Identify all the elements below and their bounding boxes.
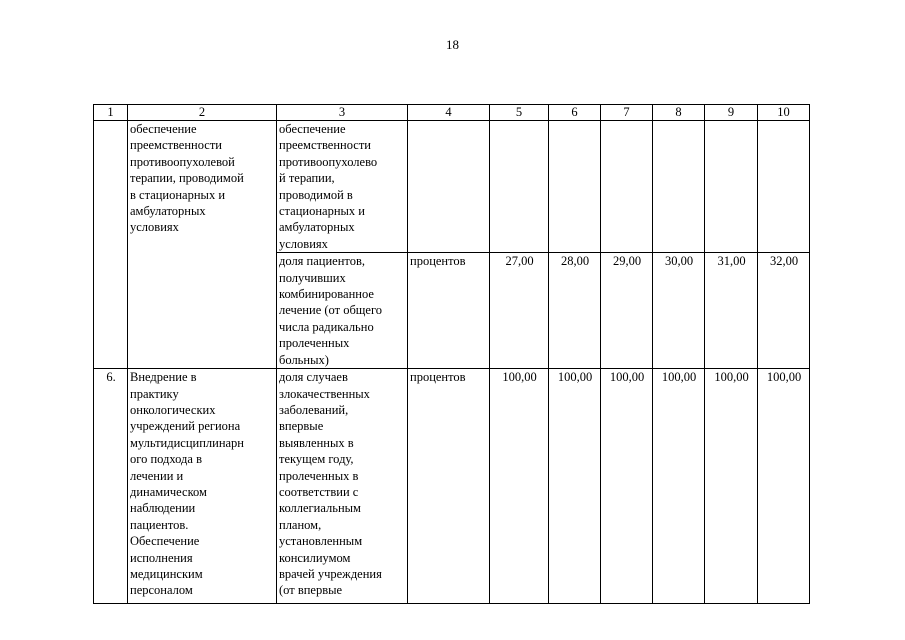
column-header: 1 [94, 105, 128, 121]
value-cell: 30,00 [653, 253, 705, 369]
value-cell: 100,00 [653, 369, 705, 604]
value-cell: 32,00 [758, 253, 810, 369]
value-cell [653, 121, 705, 253]
unit-cell: процентов [408, 369, 490, 604]
indicator-cell: обеспечение преемственности противоопухолево й терапии, проводимой в стационарных и амбулаторных условиях [277, 121, 408, 253]
row-number [94, 121, 128, 369]
indicator-cell: доля случаев злокачественных заболеваний, впервые выявленных в текущем году, пролеченных в соответствии с коллегиальным планом, установленным консилиумом врачей учреждения (от впервые [277, 369, 408, 604]
value-cell: 29,00 [601, 253, 653, 369]
column-header: 5 [490, 105, 549, 121]
activity-cell: обеспечение преемственности противоопухолевой терапии, проводимой в стационарных и амбулаторных условиях [128, 121, 277, 369]
column-header: 2 [128, 105, 277, 121]
value-cell: 27,00 [490, 253, 549, 369]
column-header: 9 [705, 105, 758, 121]
column-header: 7 [601, 105, 653, 121]
row-number: 6. [94, 369, 128, 604]
value-cell [601, 121, 653, 253]
value-cell: 100,00 [758, 369, 810, 604]
value-cell: 28,00 [549, 253, 601, 369]
header-row [94, 105, 810, 121]
value-cell: 100,00 [601, 369, 653, 604]
unit-cell [408, 121, 490, 253]
table-row [94, 121, 810, 253]
indicator-cell: доля пациентов, получивших комбинированное лечение (от общего числа радикально пролеченных больных) [277, 253, 408, 369]
value-cell [549, 121, 601, 253]
column-header: 10 [758, 105, 810, 121]
table-row [94, 369, 810, 604]
page-number: 18 [446, 37, 459, 52]
value-cell [490, 121, 549, 253]
value-cell: 100,00 [549, 369, 601, 604]
value-cell: 100,00 [490, 369, 549, 604]
column-header: 6 [549, 105, 601, 121]
column-header: 8 [653, 105, 705, 121]
value-cell: 31,00 [705, 253, 758, 369]
activity-cell: Внедрение в практику онкологических учреждений региона мультидисциплинарн ого подхода в лечении и динамическом наблюдении пациентов. Обеспечение исполнения медицинским персоналом [128, 369, 277, 604]
indicators-table [93, 104, 810, 604]
value-cell [758, 121, 810, 253]
unit-cell: процентов [408, 253, 490, 369]
column-header: 3 [277, 105, 408, 121]
value-cell [705, 121, 758, 253]
value-cell: 100,00 [705, 369, 758, 604]
column-header: 4 [408, 105, 490, 121]
